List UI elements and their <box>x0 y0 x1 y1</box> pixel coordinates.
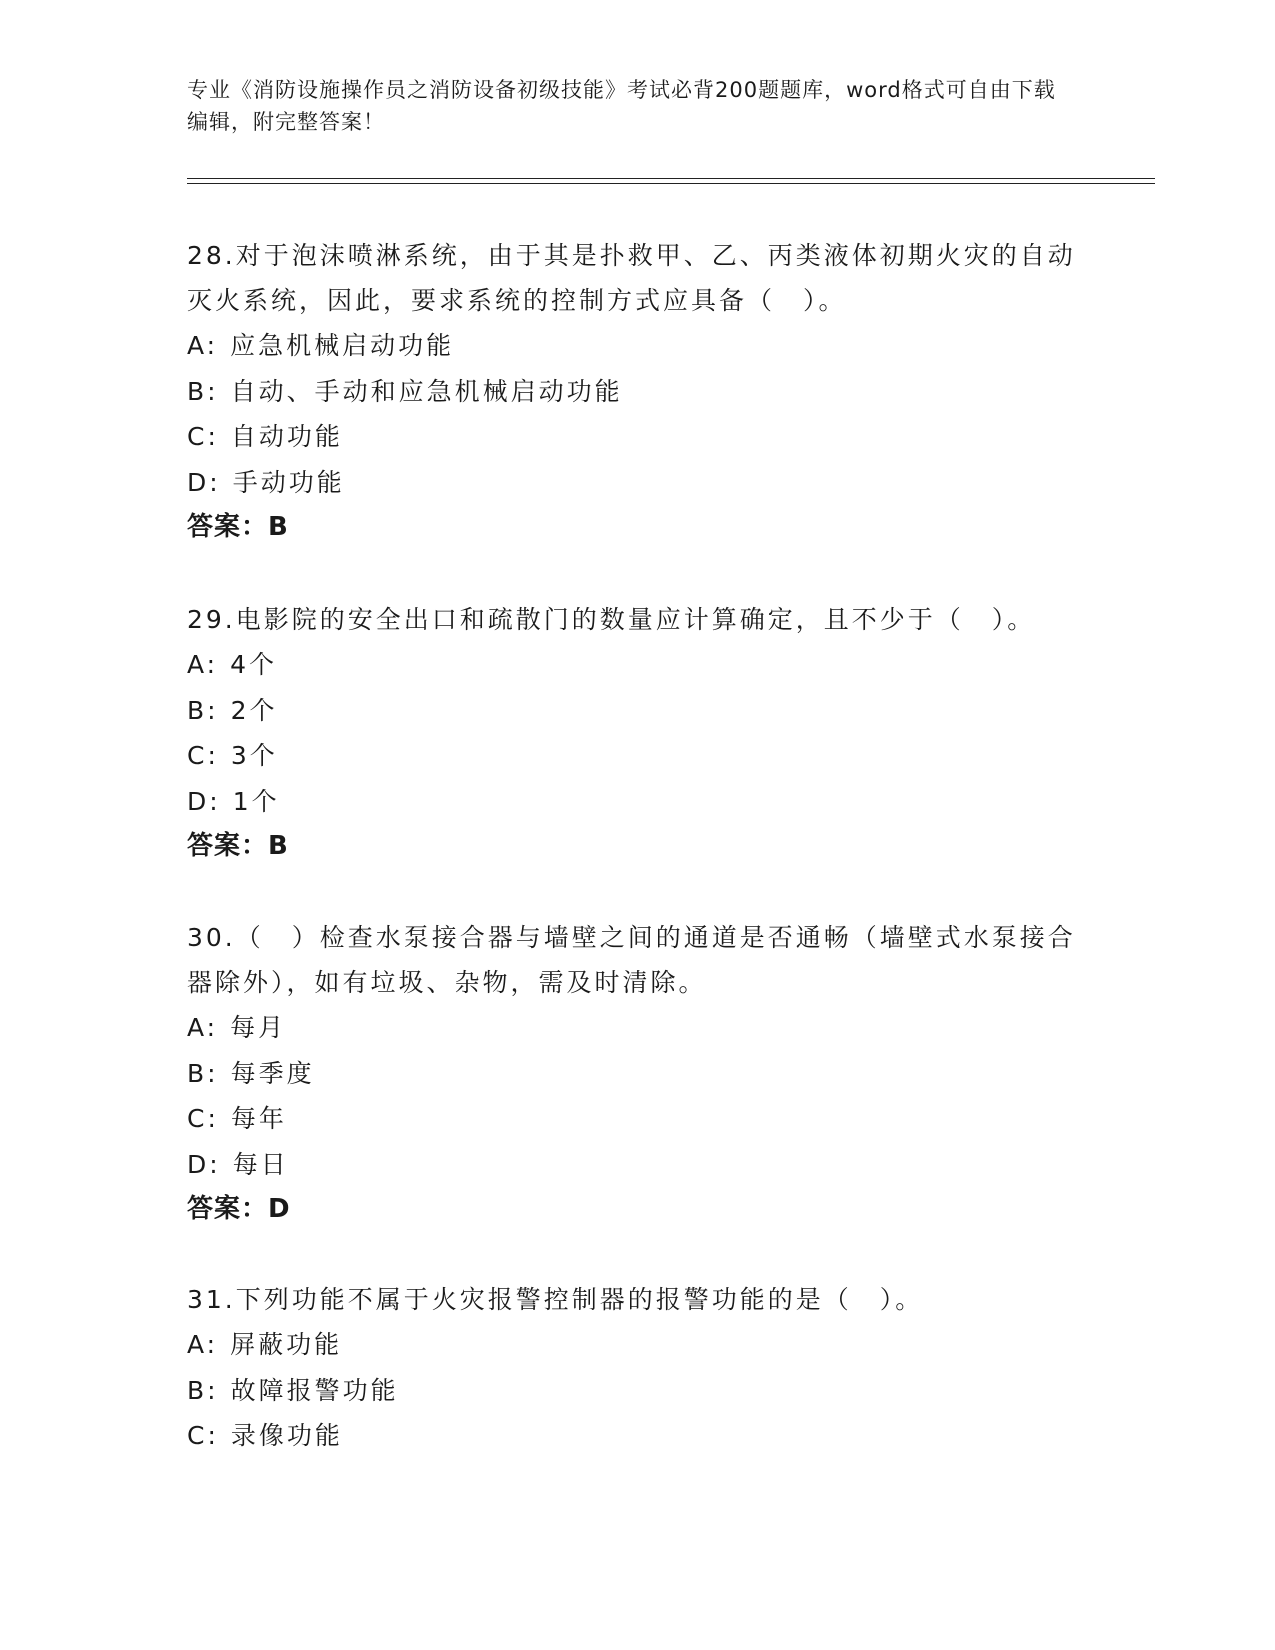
answer-line <box>187 1187 1087 1233</box>
option-letter: B: <box>187 376 219 406</box>
answer-label: 答案： <box>187 512 269 542</box>
question-stem: 30.（ ）检查水泵接合器与墙壁之间的通道是否通畅（墙壁式水泵接合器除外），如有垃圾、杂物，需及时清除。 <box>187 923 1076 997</box>
option-b <box>187 1051 1087 1097</box>
option-letter: B: <box>187 1375 219 1405</box>
option-letter: B: <box>187 1058 219 1088</box>
option-text: 每月 <box>230 1013 287 1042</box>
option-text: 应急机械启动功能 <box>230 331 455 360</box>
option-text: 1个 <box>232 786 280 816</box>
header-rule-top <box>187 178 1155 179</box>
option-d <box>187 460 1087 506</box>
question-stem: 31.下列功能不属于火灾报警控制器的报警功能的是（ ）。 <box>187 1285 924 1314</box>
question-28 <box>187 233 1087 551</box>
question-30 <box>187 915 1087 1233</box>
option-letter: C: <box>187 1421 219 1450</box>
question-stem: 28.对于泡沫喷淋系统，由于其是扑救甲、乙、丙类液体初期火灾的自动灭火系统，因此，要求系统的控制方式应具备（ ）。 <box>187 241 1076 315</box>
answer-value: D <box>268 1194 291 1224</box>
option-letter: A: <box>187 331 219 360</box>
option-d <box>187 779 1087 825</box>
option-c <box>187 733 1087 779</box>
option-letter: D: <box>187 467 221 497</box>
answer-line <box>187 505 1087 551</box>
option-text: 每日 <box>232 1149 289 1179</box>
question-29 <box>187 597 1087 870</box>
option-b <box>187 688 1087 734</box>
option-d <box>187 1142 1087 1188</box>
option-c <box>187 1096 1087 1142</box>
option-text: 每年 <box>230 1104 287 1133</box>
option-c <box>187 414 1087 460</box>
header-text: 专业《消防设施操作员之消防设备初级技能》考试必背200题题库，word格式可自由下载编辑，附完整答案！ <box>187 78 1056 134</box>
option-text: 录像功能 <box>230 1421 343 1450</box>
option-letter: A: <box>187 1330 219 1359</box>
option-b <box>187 369 1087 415</box>
option-b <box>187 1368 1087 1414</box>
option-text: 屏蔽功能 <box>230 1330 343 1359</box>
option-letter: A: <box>187 650 219 679</box>
option-text: 4个 <box>230 650 277 679</box>
option-text: 故障报警功能 <box>230 1375 399 1405</box>
answer-value: B <box>268 512 289 542</box>
option-letter: C: <box>187 422 219 451</box>
answer-label: 答案： <box>187 831 269 861</box>
option-letter: C: <box>187 1104 219 1133</box>
option-a <box>187 1322 1087 1368</box>
option-letter: B: <box>187 695 219 725</box>
option-letter: C: <box>187 741 219 770</box>
option-text: 自动、手动和应急机械启动功能 <box>230 376 623 406</box>
option-text: 每季度 <box>230 1058 315 1088</box>
option-text: 3个 <box>230 741 278 770</box>
option-text: 自动功能 <box>230 422 343 451</box>
option-text: 2个 <box>230 695 278 725</box>
option-letter: A: <box>187 1013 219 1042</box>
answer-line <box>187 824 1087 870</box>
option-letter: D: <box>187 786 221 816</box>
question-31 <box>187 1277 1087 1459</box>
option-c <box>187 1413 1087 1459</box>
header-rule-bottom <box>187 183 1155 184</box>
question-stem: 29.电影院的安全出口和疏散门的数量应计算确定，且不少于（ ）。 <box>187 605 1036 634</box>
option-letter: D: <box>187 1149 221 1179</box>
option-a <box>187 323 1087 369</box>
option-a <box>187 642 1087 688</box>
option-text: 手动功能 <box>232 467 345 497</box>
option-a <box>187 1005 1087 1051</box>
answer-label: 答案： <box>187 1194 269 1224</box>
document-header <box>187 74 1067 138</box>
answer-value: B <box>268 831 289 861</box>
